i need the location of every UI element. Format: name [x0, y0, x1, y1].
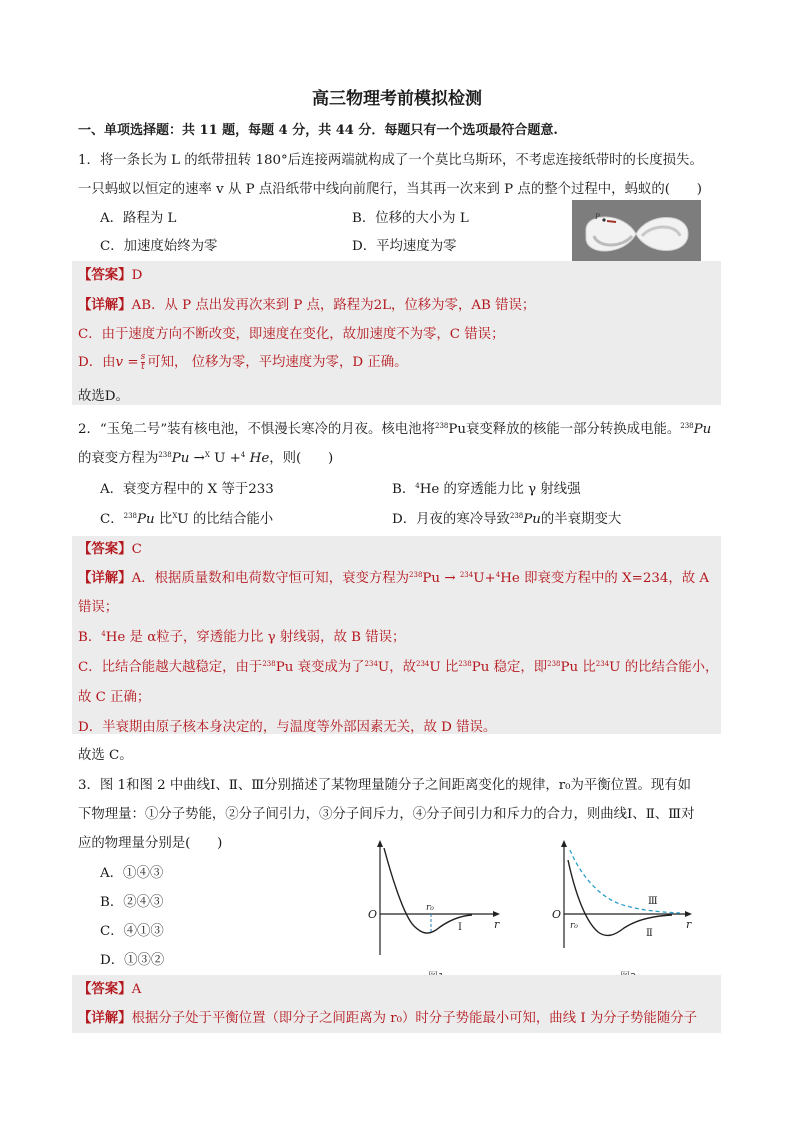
- d-plus: +: [484, 571, 496, 586]
- d3-pu-mass3: 238: [547, 660, 561, 668]
- q2-detail-line3: [78, 656, 718, 675]
- eq-pu: Pu: [171, 451, 190, 466]
- mobius-strip-drawing: [572, 200, 701, 270]
- d-arrow: →: [444, 571, 456, 586]
- pu-mass-2: 238: [680, 422, 694, 430]
- fig2-axis-r: r: [686, 918, 692, 931]
- detail-text: A．根据质量数和电荷数守恒可知，衰变方程为: [131, 571, 410, 586]
- d3-e: Pu 稳定，即: [471, 660, 548, 675]
- detail-tag: 【详解】: [78, 1010, 132, 1026]
- mobius-strip-image: [572, 200, 701, 270]
- q2-detail-line3b: 故 C 正确；: [78, 690, 151, 705]
- fig1-r0: r₀: [426, 903, 434, 913]
- figure-1: [366, 838, 516, 988]
- figure-2: [540, 838, 700, 988]
- d2-he-mass: 4: [101, 630, 106, 638]
- q1-stem-line1: 1．将一条长为 L 的纸带扭转 180°后连接两端就构成了一个莫比乌斯环，不考虑连接纸带时的长度损失。: [78, 153, 703, 168]
- detail-text: AB．从 P 点出发再次来到 P 点，路程为2L，位移为零，AB 错误；: [131, 298, 536, 313]
- d3-f: Pu 比: [560, 660, 596, 675]
- answer-tag: 【答案】: [78, 267, 132, 283]
- q2-option-c[interactable]: [100, 508, 273, 527]
- opt-c-pu-mass: 238: [123, 512, 138, 520]
- eq-he-mass: 4: [240, 451, 246, 459]
- opt-c-pu: Pu: [137, 512, 155, 527]
- detail-tag: 【详解】: [78, 570, 132, 586]
- q3-stem-line3: 应的物理量分别是( ): [78, 836, 223, 851]
- q2-stem-text2: Pu衰变释放的核能一部分转换成电能。: [448, 422, 681, 437]
- opt-c-text2: U 的比结合能小: [177, 512, 274, 527]
- answer-value: C: [131, 542, 142, 557]
- q1-detail-line3: D．由v = $\frac{s}{t}$ 可知， 位移为零，平均速度为零，D 正确。: [78, 352, 408, 372]
- fig2-curve2-label: Ⅱ: [646, 928, 653, 939]
- d3-pu-mass: 238: [262, 660, 276, 668]
- eq-pu-mass: 238: [158, 451, 172, 459]
- d3-u-mass: 234: [364, 660, 378, 668]
- formula-v: v: [115, 355, 124, 370]
- detail-tag: 【详解】: [78, 297, 132, 313]
- eq-plus: +: [229, 451, 241, 466]
- q1-detail-line1: [78, 294, 535, 313]
- page-title: 高三物理考前模拟检测: [312, 89, 482, 109]
- eq-u: U: [214, 451, 226, 466]
- d-pu-mass: 238: [409, 571, 423, 579]
- answer-tag: 【答案】: [78, 541, 132, 557]
- answer-tag: 【答案】: [78, 981, 132, 997]
- q3-answer: [78, 978, 141, 997]
- eq-he: He: [249, 451, 270, 466]
- opt-c-prefix: C．: [100, 512, 124, 527]
- q3-option-b[interactable]: B．②④③: [100, 895, 164, 910]
- formula-numerator: s: [140, 352, 146, 362]
- eq-arrow: →: [193, 451, 205, 466]
- d-pu: Pu: [422, 571, 441, 586]
- q2-option-d[interactable]: [392, 508, 621, 527]
- fig2-r0: r₀: [570, 921, 578, 931]
- q3-stem-line1: 3．图 1和图 2 中曲线Ⅰ、Ⅱ、Ⅲ分别描述了某物理量随分子之间距离变化的规律，r₀为平衡位置。现有如: [78, 778, 692, 793]
- opt-d-text: 的半衰期变大: [540, 512, 622, 527]
- q1-option-d[interactable]: D．平均速度为零: [352, 239, 457, 254]
- q1-option-b[interactable]: B．位移的大小为 L: [352, 211, 469, 226]
- opt-b-he-mass: 4: [415, 482, 420, 490]
- formula-denominator: t: [141, 362, 145, 372]
- pu-symbol: Pu: [693, 422, 712, 437]
- q3-stem-line2: 下物理量：①分子势能，②分子间引力，③分子间斥力，④分子间引力和斥力的合力，则曲线Ⅰ、Ⅱ、Ⅲ对: [78, 807, 695, 822]
- q3-option-a[interactable]: A．①④③: [100, 866, 164, 881]
- pu-mass: 238: [434, 422, 449, 430]
- d2-prefix: B．: [78, 630, 102, 645]
- q3-option-c[interactable]: C．④①③: [100, 924, 164, 939]
- q1-answer: [78, 264, 142, 283]
- q1-option-c[interactable]: C．加速度始终为零: [100, 239, 218, 254]
- q2-answer: [78, 538, 142, 557]
- d-u: U: [473, 571, 485, 586]
- fig1-curve-label: Ⅰ: [458, 922, 462, 933]
- q2-stem-line1: [78, 418, 711, 437]
- answer-value: D: [131, 268, 143, 283]
- q3-option-d[interactable]: D．①③②: [100, 953, 165, 968]
- q2-stem-line2: [78, 447, 333, 466]
- q2-conclusion: 故选 C。: [78, 748, 133, 763]
- point-p-label: P: [595, 213, 600, 221]
- detail-suffix: 可知， 位移为零，平均速度为零，D 正确。: [147, 355, 408, 370]
- d3-u-mass2: 234: [416, 660, 430, 668]
- opt-b-text: He 的穿透能力比 γ 射线强: [419, 482, 581, 497]
- answer-value: A: [131, 982, 142, 997]
- d-he: He: [500, 571, 520, 586]
- opt-d-prefix: D．月夜的寒冷导致: [392, 512, 510, 527]
- d3-a: C．比结合能越大越稳定，由于: [78, 660, 263, 675]
- d-u-mass: 234: [459, 571, 474, 579]
- d-he-mass: 4: [495, 571, 501, 579]
- q2-detail-line4: D．半衰期由原子核本身决定的，与温度等外部因素无关，故 D 错误。: [78, 720, 497, 735]
- q1-detail-line2: C．由于速度方向不断改变，即速度在变化，故加速度不为零，C 错误；: [78, 327, 505, 342]
- q2-stem-text4: ，则( ): [269, 451, 334, 466]
- detail-text: 根据分子处于平衡位置（即分子之间距离为 r₀）时分子势能最小可知，曲线 I 为分子势能随分子: [131, 1011, 698, 1026]
- q2-option-b[interactable]: [392, 478, 581, 497]
- opt-b-prefix: B．: [392, 482, 416, 497]
- q1-stem-line2: 一只蚂蚁以恒定的速率 v 从 P 点沿纸带中线向前爬行，当其再一次来到 P 点的整个过程中，蚂蚁的( ): [78, 182, 702, 197]
- eq-x: X: [204, 451, 210, 459]
- fig2-curve3-label: Ⅲ: [648, 896, 658, 907]
- d3-u-mass3: 234: [595, 660, 610, 668]
- d3-pu-mass2: 238: [458, 660, 472, 668]
- fig1-axis-o: O: [368, 908, 378, 921]
- q3-detail-line1: [78, 1007, 697, 1026]
- q2-stem-text: 2．“玉兔二号”装有核电池，不惧漫长寒冷的月夜。核电池将: [78, 422, 435, 437]
- opt-c-x: X: [172, 512, 178, 520]
- q2-stem-text3: 的衰变方程为: [78, 451, 159, 466]
- q1-option-a[interactable]: A．路程为 L: [100, 211, 177, 226]
- opt-d-pu: Pu: [523, 512, 541, 527]
- d3-g: U 的比结合能小，: [609, 660, 719, 675]
- fig2-axis-o: O: [552, 908, 562, 921]
- detail-prefix: D．由: [78, 355, 116, 370]
- d3-c: U，故: [377, 660, 416, 675]
- q2-detail-line2: [78, 626, 405, 645]
- fig1-axis-r: r: [494, 918, 500, 931]
- d2-text: He 是 α粒子，穿透能力比 γ 射线弱，故 B 错误；: [105, 630, 406, 645]
- q2-option-a[interactable]: A．衰变方程中的 X 等于233: [100, 482, 274, 497]
- q1-conclusion: 故选D。: [78, 389, 129, 404]
- section-heading: 一、单项选择题：共 11 题，每题 4 分，共 44 分．每题只有一个选项最符合题意.: [78, 123, 558, 138]
- d3-b: Pu 衰变成为了: [275, 660, 365, 675]
- opt-c-text: 比: [158, 512, 173, 527]
- q2-detail-line1: [78, 567, 709, 586]
- opt-d-pu-mass: 238: [509, 512, 524, 520]
- q2-detail-line1b: 错误；: [78, 600, 119, 615]
- detail-text2: 即衰变方程中的 X=234，故 A: [524, 571, 710, 586]
- d3-d: U 比: [429, 660, 459, 675]
